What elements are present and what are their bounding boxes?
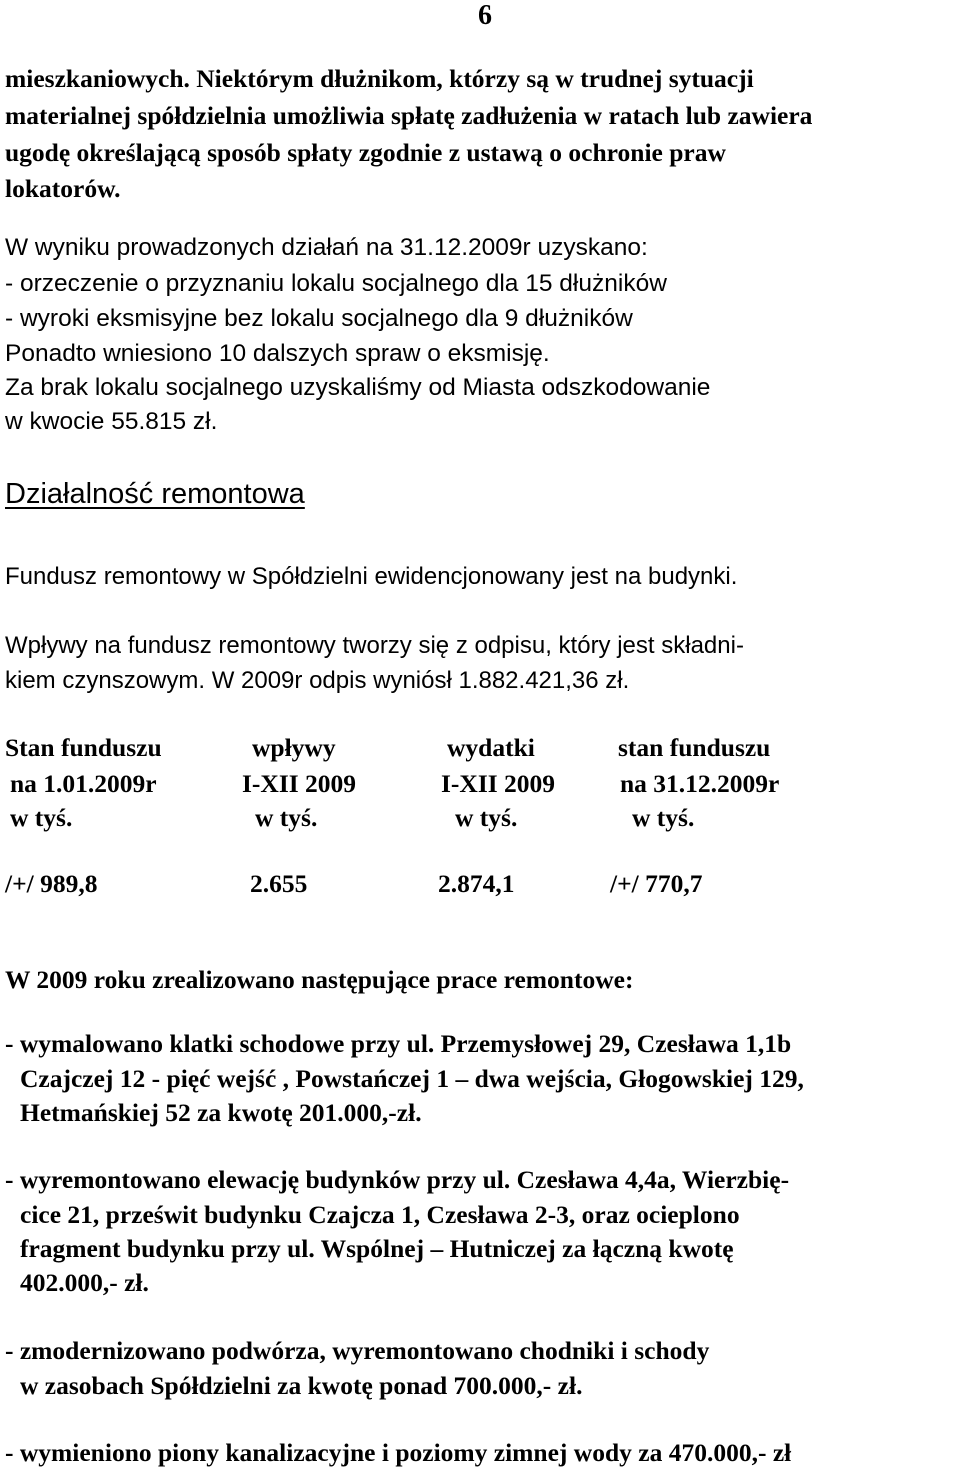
fund-table-header-1-line-3: w tyś.	[10, 803, 73, 832]
fund-table-value-start: /+/ 989,8	[5, 869, 98, 898]
works-item-1-line-2: Czajczej 12 - pięć wejść , Powstańczej 1 – dwa wejścia, Głogowskiej 129,	[20, 1064, 804, 1093]
works-item-2-line-4: 402.000,- zł.	[20, 1268, 149, 1297]
fund-table-header-3-line-3: w tyś.	[455, 803, 518, 832]
fund-table-header-3-line-1: wydatki	[447, 733, 535, 762]
works-item-3-line-2: w zasobach Spółdzielni za kwotę ponad 700.000,- zł.	[20, 1371, 583, 1400]
intro-line-1: mieszkaniowych. Niektórym dłużnikom, którzy są w trudnej sytuacji	[5, 64, 754, 93]
results-line-6: w kwocie 55.815 zł.	[5, 408, 218, 435]
fund-line-3: kiem czynszowym. W 2009r odpis wyniósł 1.882.421,36 zł.	[5, 667, 630, 694]
fund-table-header-2-line-2: I-XII 2009	[242, 769, 357, 798]
works-item-1-line-1: - wymalowano klatki schodowe przy ul. Przemysłowej 29, Czesława 1,1b	[5, 1029, 792, 1058]
fund-table-header-2-line-1: wpływy	[252, 733, 336, 762]
intro-line-2: materialnej spółdzielnia umożliwia spłatę zadłużenia w ratach lub zawiera	[5, 101, 813, 130]
results-line-1: W wyniku prowadzonych działań na 31.12.2009r uzyskano:	[5, 234, 648, 261]
fund-table-header-2-line-3: w tyś.	[255, 803, 318, 832]
fund-line-1: Fundusz remontowy w Spółdzielni ewidencjonowany jest na budynki.	[5, 563, 738, 590]
section-title: Działalność remontowa	[5, 478, 305, 510]
fund-table-header-1-line-2: na 1.01.2009r	[10, 769, 157, 798]
fund-table-header-4-line-2: na 31.12.2009r	[620, 769, 780, 798]
fund-table-header-4-line-1: stan funduszu	[618, 733, 771, 762]
fund-table-header-1-line-1: Stan funduszu	[5, 733, 162, 762]
intro-line-4: lokatorów.	[5, 174, 121, 203]
works-item-4-line-1: - wymieniono piony kanalizacyjne i poziomy zimnej wody za 470.000,- zł	[5, 1438, 792, 1467]
works-item-2-line-2: cice 21, prześwit budynku Czajcza 1, Czesława 2-3, oraz ocieplono	[20, 1200, 740, 1229]
results-line-5: Za brak lokalu socjalnego uzyskaliśmy od Miasta odszkodowanie	[5, 374, 711, 401]
works-item-2-line-3: fragment budynku przy ul. Wspólnej – Hutniczej za łączną kwotę	[20, 1234, 734, 1263]
results-line-4: Ponadto wniesiono 10 dalszych spraw o eksmisję.	[5, 340, 550, 367]
intro-line-3: ugodę określającą sposób spłaty zgodnie z ustawą o ochronie praw	[5, 138, 726, 167]
fund-line-2: Wpływy na fundusz remontowy tworzy się z odpisu, który jest składni-	[5, 632, 744, 659]
fund-table-value-income: 2.655	[250, 869, 308, 898]
works-item-3-line-1: - zmodernizowano podwórza, wyremontowano chodniki i schody	[5, 1336, 710, 1365]
fund-table-header-3-line-2: I-XII 2009	[441, 769, 556, 798]
fund-table-value-expenses: 2.874,1	[438, 869, 515, 898]
results-line-3: - wyroki eksmisyjne bez lokalu socjalnego dla 9 dłużników	[5, 305, 633, 332]
works-intro: W 2009 roku zrealizowano następujące prace remontowe:	[5, 965, 634, 994]
works-item-2-line-1: - wyremontowano elewację budynków przy ul. Czesława 4,4a, Wierzbię-	[5, 1165, 790, 1194]
fund-table-value-end: /+/ 770,7	[610, 869, 703, 898]
results-line-2: - orzeczenie o przyznaniu lokalu socjalnego dla 15 dłużników	[5, 270, 667, 297]
page-number: 6	[478, 0, 492, 31]
fund-table-header-4-line-3: w tyś.	[632, 803, 695, 832]
works-item-1-line-3: Hetmańskiej 52 za kwotę 201.000,-zł.	[20, 1098, 422, 1127]
